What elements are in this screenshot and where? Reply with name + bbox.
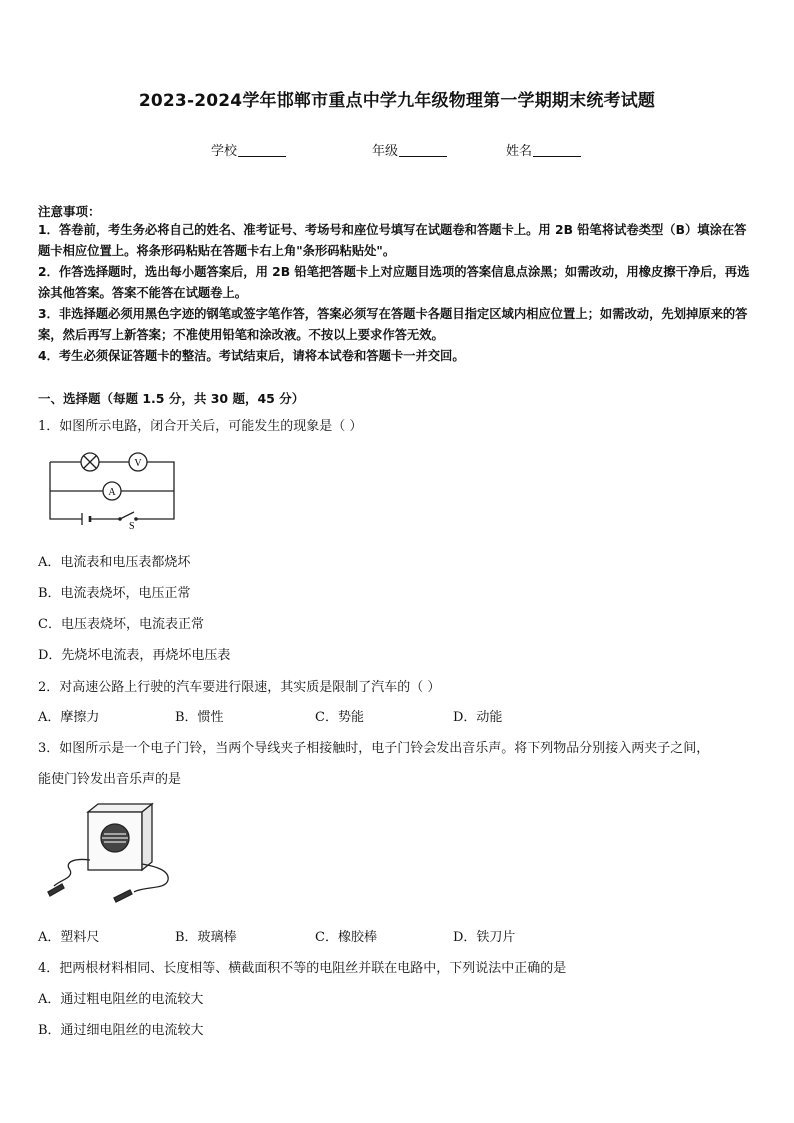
q1-circuit-diagram [44, 452, 179, 530]
grade-field [372, 140, 447, 159]
notes-heading: 注意事项： [38, 204, 101, 219]
q1-option-c: C．电压表烧坏，电流表正常 [38, 617, 204, 632]
q3-options [38, 926, 515, 945]
q2-stem: 2．对高速公路上行驶的汽车要进行限速，其实质是限制了汽车的（ ） [38, 680, 441, 695]
exam-title: 2023-2024学年邯郸市重点中学九年级物理第一学期期末统考试题 [138, 91, 656, 111]
voltmeter-label: V [134, 458, 142, 469]
q2-options [38, 706, 502, 725]
q1-option-d: D．先烧坏电流表，再烧坏电压表 [38, 648, 231, 663]
q1-stem: 1．如图所示电路，闭合开关后，可能发生的现象是（ ） [38, 419, 363, 434]
note-item: 4．考生必须保证答题卡的整洁。考试结束后，请将本试卷和答题卡一并交回。 [38, 349, 465, 363]
q3-option-a: A．塑料尺 [38, 930, 100, 945]
q4-option-b: B．通过细电阻丝的电流较大 [38, 1023, 204, 1038]
q4-option-a: A．通过粗电阻丝的电流较大 [38, 992, 204, 1007]
q2-option-b: B．惯性 [175, 710, 224, 725]
school-blank [238, 143, 286, 157]
grade-blank [399, 143, 447, 157]
name-label: 姓名 [506, 144, 533, 159]
switch-label: S [129, 521, 135, 530]
name-blank [533, 143, 581, 157]
note-item: 2．作答选择题时，选出每小题答案后，用 2B 铅笔把答题卡上对应题目选项的答案信息点涂黑；如需改动，用橡皮擦干净后，再选涂其他答案。答案不能答在试题卷上。 [38, 265, 750, 300]
school-label: 学校 [211, 144, 238, 159]
q3-option-b: B．玻璃棒 [175, 930, 237, 945]
section-heading: 一、选择题（每题 1.5 分，共 30 题，45 分） [38, 391, 305, 406]
q3-stem-line2: 能使门铃发出音乐声的是 [38, 772, 182, 787]
q2-option-d: D．动能 [453, 710, 503, 725]
grade-label: 年级 [372, 144, 399, 159]
q2-option-a: A．摩擦力 [38, 710, 100, 725]
alligator-clip-icon [48, 884, 64, 896]
school-field [211, 140, 286, 159]
alligator-clip-icon [114, 890, 132, 902]
note-item: 3．非选择题必须用黑色字迹的钢笔或签字笔作答，答案必须写在答题卡各题目指定区域内相应位置上；如需改动，先划掉原来的答案，然后再写上新答案；不准使用铅笔和涂改液。不按以上要求作答无效。 [38, 307, 748, 342]
q1-option-a: A．电流表和电压表都烧坏 [38, 555, 191, 570]
name-field [506, 140, 581, 159]
note-item: 1．答卷前，考生务必将自己的姓名、准考证号、考场号和座位号填写在试题卷和答题卡上。用 2B 铅笔将试卷类型（B）填涂在答题卡相应位置上。将条形码粘贴在答题卡右上角"条形码粘贴处"。 [38, 223, 747, 258]
q3-doorbell-figure [44, 800, 179, 910]
q4-stem: 4．把两根材料相同、长度相等、横截面积不等的电阻丝并联在电路中，下列说法中正确的是 [38, 961, 567, 976]
q1-option-b: B．电流表烧坏，电压正常 [38, 586, 191, 601]
q2-option-c: C．势能 [315, 710, 364, 725]
q3-option-d: D．铁刀片 [453, 930, 516, 945]
q3-stem-line1: 3．如图所示是一个电子门铃，当两个导线夹子相接触时，电子门铃会发出音乐声。将下列物品分别接入两夹子之间， [38, 741, 710, 756]
q3-option-c: C．橡胶棒 [315, 930, 377, 945]
ammeter-label: A [108, 487, 116, 498]
